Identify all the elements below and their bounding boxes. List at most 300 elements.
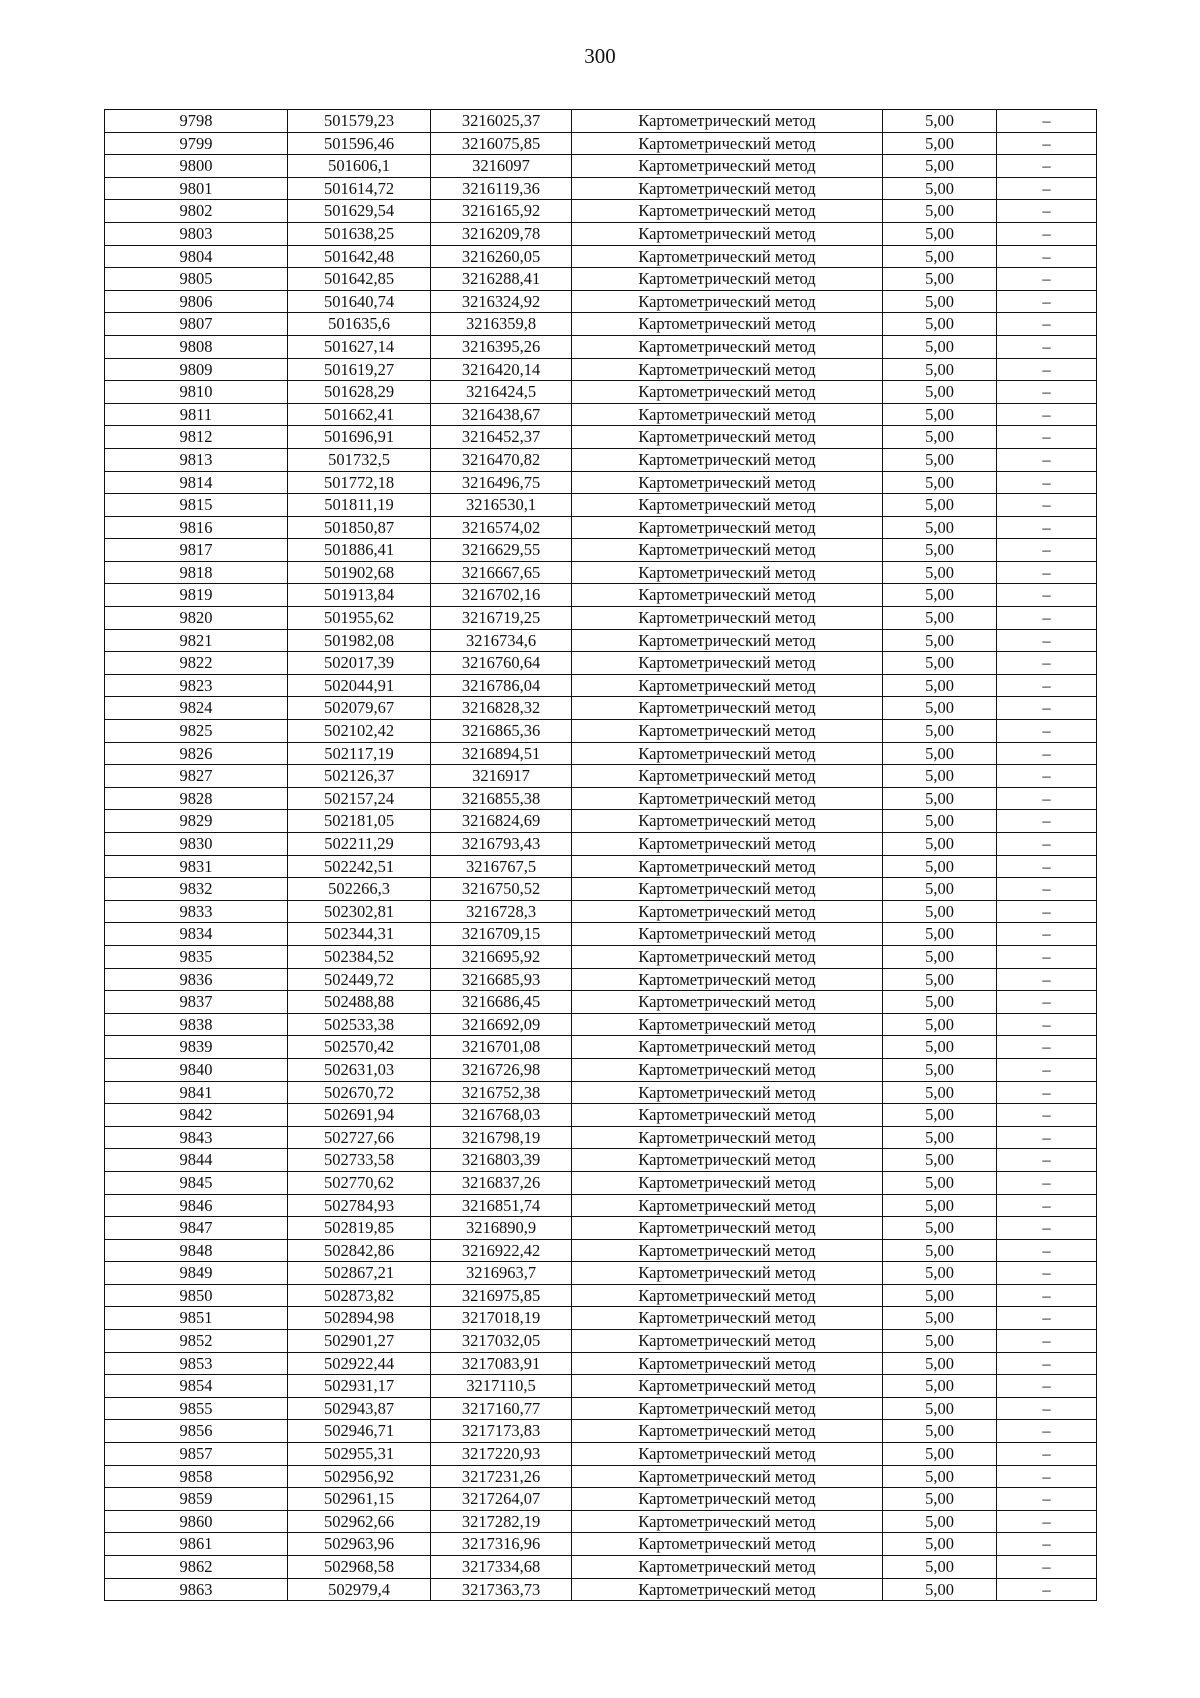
table-row: [105, 1375, 1097, 1398]
description-cell: –: [997, 1217, 1097, 1240]
y-coordinate-cell: 3216420,14: [431, 358, 572, 381]
y-coordinate-cell: 3216750,52: [431, 878, 572, 901]
method-cell: Картометрический метод: [572, 991, 883, 1014]
description-cell: –: [997, 177, 1097, 200]
description-cell: –: [997, 584, 1097, 607]
table-row: [105, 1307, 1097, 1330]
method-cell: Картометрический метод: [572, 1239, 883, 1262]
x-coordinate-cell: 502017,39: [288, 652, 431, 675]
method-cell: Картометрический метод: [572, 1171, 883, 1194]
description-cell: –: [997, 742, 1097, 765]
x-coordinate-cell: 501619,27: [288, 358, 431, 381]
description-cell: –: [997, 652, 1097, 675]
x-coordinate-cell: 501662,41: [288, 403, 431, 426]
x-coordinate-cell: 502302,81: [288, 900, 431, 923]
table-row: [105, 471, 1097, 494]
y-coordinate-cell: 3216260,05: [431, 245, 572, 268]
accuracy-cell: 5,00: [883, 471, 997, 494]
y-coordinate-cell: 3217032,05: [431, 1330, 572, 1353]
method-cell: Картометрический метод: [572, 313, 883, 336]
point-number-cell: 9809: [105, 358, 288, 381]
accuracy-cell: 5,00: [883, 1239, 997, 1262]
method-cell: Картометрический метод: [572, 403, 883, 426]
x-coordinate-cell: 502670,72: [288, 1081, 431, 1104]
accuracy-cell: 5,00: [883, 674, 997, 697]
y-coordinate-cell: 3216075,85: [431, 132, 572, 155]
table-row: [105, 358, 1097, 381]
method-cell: Картометрический метод: [572, 1420, 883, 1443]
method-cell: Картометрический метод: [572, 561, 883, 584]
method-cell: Картометрический метод: [572, 200, 883, 223]
table-row: [105, 1036, 1097, 1059]
x-coordinate-cell: 502867,21: [288, 1262, 431, 1285]
point-number-cell: 9822: [105, 652, 288, 675]
accuracy-cell: 5,00: [883, 1465, 997, 1488]
description-cell: –: [997, 1194, 1097, 1217]
accuracy-cell: 5,00: [883, 810, 997, 833]
table-row: [105, 878, 1097, 901]
accuracy-cell: 5,00: [883, 697, 997, 720]
point-number-cell: 9800: [105, 155, 288, 178]
method-cell: Картометрический метод: [572, 358, 883, 381]
x-coordinate-cell: 501629,54: [288, 200, 431, 223]
description-cell: –: [997, 1104, 1097, 1127]
table-row: [105, 290, 1097, 313]
accuracy-cell: 5,00: [883, 426, 997, 449]
x-coordinate-cell: 502181,05: [288, 810, 431, 833]
y-coordinate-cell: 3217231,26: [431, 1465, 572, 1488]
x-coordinate-cell: 502873,82: [288, 1284, 431, 1307]
table-row: [105, 855, 1097, 878]
table-row: [105, 1058, 1097, 1081]
y-coordinate-cell: 3216975,85: [431, 1284, 572, 1307]
point-number-cell: 9827: [105, 765, 288, 788]
y-coordinate-cell: 3217363,73: [431, 1578, 572, 1601]
accuracy-cell: 5,00: [883, 1081, 997, 1104]
y-coordinate-cell: 3217110,5: [431, 1375, 572, 1398]
y-coordinate-cell: 3216760,64: [431, 652, 572, 675]
x-coordinate-cell: 501886,41: [288, 539, 431, 562]
y-coordinate-cell: 3216890,9: [431, 1217, 572, 1240]
table-row: [105, 426, 1097, 449]
x-coordinate-cell: 502079,67: [288, 697, 431, 720]
point-number-cell: 9835: [105, 945, 288, 968]
table-row: [105, 1126, 1097, 1149]
description-cell: –: [997, 1443, 1097, 1466]
method-cell: Картометрический метод: [572, 1262, 883, 1285]
x-coordinate-cell: 502533,38: [288, 1013, 431, 1036]
x-coordinate-cell: 502956,92: [288, 1465, 431, 1488]
method-cell: Картометрический метод: [572, 1013, 883, 1036]
table-row: [105, 561, 1097, 584]
point-number-cell: 9803: [105, 222, 288, 245]
method-cell: Картометрический метод: [572, 1104, 883, 1127]
x-coordinate-cell: 501955,62: [288, 607, 431, 630]
method-cell: Картометрический метод: [572, 245, 883, 268]
point-number-cell: 9819: [105, 584, 288, 607]
table-row: [105, 1578, 1097, 1601]
y-coordinate-cell: 3216855,38: [431, 787, 572, 810]
table-row: [105, 945, 1097, 968]
method-cell: Картометрический метод: [572, 1126, 883, 1149]
method-cell: Картометрический метод: [572, 539, 883, 562]
accuracy-cell: 5,00: [883, 991, 997, 1014]
point-number-cell: 9839: [105, 1036, 288, 1059]
y-coordinate-cell: 3217264,07: [431, 1488, 572, 1511]
x-coordinate-cell: 501902,68: [288, 561, 431, 584]
description-cell: –: [997, 381, 1097, 404]
accuracy-cell: 5,00: [883, 561, 997, 584]
x-coordinate-cell: 502691,94: [288, 1104, 431, 1127]
accuracy-cell: 5,00: [883, 1262, 997, 1285]
point-number-cell: 9863: [105, 1578, 288, 1601]
description-cell: –: [997, 539, 1097, 562]
y-coordinate-cell: 3216452,37: [431, 426, 572, 449]
x-coordinate-cell: 502126,37: [288, 765, 431, 788]
table-row: [105, 1510, 1097, 1533]
table-row: [105, 787, 1097, 810]
description-cell: –: [997, 290, 1097, 313]
table-row: [105, 245, 1097, 268]
method-cell: Картометрический метод: [572, 810, 883, 833]
description-cell: –: [997, 1036, 1097, 1059]
point-number-cell: 9834: [105, 923, 288, 946]
description-cell: –: [997, 1330, 1097, 1353]
point-number-cell: 9858: [105, 1465, 288, 1488]
table-row: [105, 1013, 1097, 1036]
method-cell: Картометрический метод: [572, 765, 883, 788]
description-cell: –: [997, 1013, 1097, 1036]
x-coordinate-cell: 502842,86: [288, 1239, 431, 1262]
x-coordinate-cell: 501614,72: [288, 177, 431, 200]
table-row: [105, 313, 1097, 336]
description-cell: –: [997, 1081, 1097, 1104]
y-coordinate-cell: 3216837,26: [431, 1171, 572, 1194]
method-cell: Картометрический метод: [572, 1036, 883, 1059]
x-coordinate-cell: 502044,91: [288, 674, 431, 697]
accuracy-cell: 5,00: [883, 177, 997, 200]
table-row: [105, 335, 1097, 358]
y-coordinate-cell: 3216692,09: [431, 1013, 572, 1036]
accuracy-cell: 5,00: [883, 313, 997, 336]
point-number-cell: 9813: [105, 448, 288, 471]
description-cell: –: [997, 833, 1097, 856]
table-row: [105, 1330, 1097, 1353]
method-cell: Картометрический метод: [572, 900, 883, 923]
y-coordinate-cell: 3216701,08: [431, 1036, 572, 1059]
accuracy-cell: 5,00: [883, 787, 997, 810]
description-cell: –: [997, 1307, 1097, 1330]
table-row: [105, 1533, 1097, 1556]
description-cell: –: [997, 968, 1097, 991]
method-cell: Картометрический метод: [572, 1217, 883, 1240]
y-coordinate-cell: 3216324,92: [431, 290, 572, 313]
method-cell: Картометрический метод: [572, 1284, 883, 1307]
accuracy-cell: 5,00: [883, 1375, 997, 1398]
accuracy-cell: 5,00: [883, 268, 997, 291]
x-coordinate-cell: 502727,66: [288, 1126, 431, 1149]
y-coordinate-cell: 3216574,02: [431, 516, 572, 539]
y-coordinate-cell: 3216963,7: [431, 1262, 572, 1285]
accuracy-cell: 5,00: [883, 720, 997, 743]
point-number-cell: 9841: [105, 1081, 288, 1104]
table-row: [105, 1081, 1097, 1104]
x-coordinate-cell: 502922,44: [288, 1352, 431, 1375]
table-row: [105, 494, 1097, 517]
table-row: [105, 1217, 1097, 1240]
x-coordinate-cell: 502344,31: [288, 923, 431, 946]
table-row: [105, 1465, 1097, 1488]
method-cell: Картометрический метод: [572, 290, 883, 313]
point-number-cell: 9852: [105, 1330, 288, 1353]
description-cell: –: [997, 313, 1097, 336]
accuracy-cell: 5,00: [883, 742, 997, 765]
description-cell: –: [997, 358, 1097, 381]
y-coordinate-cell: 3216917: [431, 765, 572, 788]
point-number-cell: 9828: [105, 787, 288, 810]
method-cell: Картометрический метод: [572, 945, 883, 968]
y-coordinate-cell: 3217160,77: [431, 1397, 572, 1420]
method-cell: Картометрический метод: [572, 720, 883, 743]
accuracy-cell: 5,00: [883, 1510, 997, 1533]
description-cell: –: [997, 222, 1097, 245]
method-cell: Картометрический метод: [572, 855, 883, 878]
point-number-cell: 9814: [105, 471, 288, 494]
x-coordinate-cell: 502449,72: [288, 968, 431, 991]
point-number-cell: 9820: [105, 607, 288, 630]
accuracy-cell: 5,00: [883, 358, 997, 381]
method-cell: Картометрический метод: [572, 494, 883, 517]
accuracy-cell: 5,00: [883, 1397, 997, 1420]
method-cell: Картометрический метод: [572, 1081, 883, 1104]
point-number-cell: 9821: [105, 629, 288, 652]
coordinates-table: [104, 109, 1097, 1601]
description-cell: –: [997, 1420, 1097, 1443]
x-coordinate-cell: 502819,85: [288, 1217, 431, 1240]
point-number-cell: 9848: [105, 1239, 288, 1262]
x-coordinate-cell: 501579,23: [288, 110, 431, 133]
method-cell: Картометрический метод: [572, 132, 883, 155]
description-cell: –: [997, 200, 1097, 223]
y-coordinate-cell: 3216865,36: [431, 720, 572, 743]
point-number-cell: 9798: [105, 110, 288, 133]
method-cell: Картометрический метод: [572, 1352, 883, 1375]
x-coordinate-cell: 502631,03: [288, 1058, 431, 1081]
x-coordinate-cell: 501913,84: [288, 584, 431, 607]
y-coordinate-cell: 3216922,42: [431, 1239, 572, 1262]
table-row: [105, 516, 1097, 539]
point-number-cell: 9810: [105, 381, 288, 404]
table-row: [105, 1556, 1097, 1579]
description-cell: –: [997, 1510, 1097, 1533]
description-cell: –: [997, 629, 1097, 652]
x-coordinate-cell: 502979,4: [288, 1578, 431, 1601]
x-coordinate-cell: 502784,93: [288, 1194, 431, 1217]
x-coordinate-cell: 501606,1: [288, 155, 431, 178]
y-coordinate-cell: 3216702,16: [431, 584, 572, 607]
accuracy-cell: 5,00: [883, 1488, 997, 1511]
x-coordinate-cell: 502963,96: [288, 1533, 431, 1556]
description-cell: –: [997, 1352, 1097, 1375]
method-cell: Картометрический метод: [572, 584, 883, 607]
method-cell: Картометрический метод: [572, 674, 883, 697]
table-row: [105, 110, 1097, 133]
point-number-cell: 9805: [105, 268, 288, 291]
accuracy-cell: 5,00: [883, 245, 997, 268]
accuracy-cell: 5,00: [883, 629, 997, 652]
method-cell: Картометрический метод: [572, 742, 883, 765]
point-number-cell: 9860: [105, 1510, 288, 1533]
method-cell: Картометрический метод: [572, 1556, 883, 1579]
description-cell: –: [997, 155, 1097, 178]
point-number-cell: 9823: [105, 674, 288, 697]
table-row: [105, 720, 1097, 743]
point-number-cell: 9825: [105, 720, 288, 743]
description-cell: –: [997, 1397, 1097, 1420]
point-number-cell: 9808: [105, 335, 288, 358]
x-coordinate-cell: 502955,31: [288, 1443, 431, 1466]
accuracy-cell: 5,00: [883, 1013, 997, 1036]
description-cell: –: [997, 878, 1097, 901]
page-number: 300: [584, 44, 616, 68]
point-number-cell: 9816: [105, 516, 288, 539]
y-coordinate-cell: 3216828,32: [431, 697, 572, 720]
accuracy-cell: 5,00: [883, 968, 997, 991]
description-cell: –: [997, 787, 1097, 810]
table-row: [105, 1397, 1097, 1420]
x-coordinate-cell: 501811,19: [288, 494, 431, 517]
description-cell: –: [997, 1375, 1097, 1398]
description-cell: –: [997, 245, 1097, 268]
point-number-cell: 9857: [105, 1443, 288, 1466]
table-row: [105, 1149, 1097, 1172]
accuracy-cell: 5,00: [883, 1171, 997, 1194]
y-coordinate-cell: 3216726,98: [431, 1058, 572, 1081]
y-coordinate-cell: 3216496,75: [431, 471, 572, 494]
x-coordinate-cell: 502211,29: [288, 833, 431, 856]
y-coordinate-cell: 3216786,04: [431, 674, 572, 697]
description-cell: –: [997, 923, 1097, 946]
description-cell: –: [997, 110, 1097, 133]
accuracy-cell: 5,00: [883, 1217, 997, 1240]
description-cell: –: [997, 132, 1097, 155]
x-coordinate-cell: 502968,58: [288, 1556, 431, 1579]
point-number-cell: 9831: [105, 855, 288, 878]
accuracy-cell: 5,00: [883, 1284, 997, 1307]
y-coordinate-cell: 3216667,65: [431, 561, 572, 584]
point-number-cell: 9850: [105, 1284, 288, 1307]
description-cell: –: [997, 720, 1097, 743]
method-cell: Картометрический метод: [572, 1307, 883, 1330]
description-cell: –: [997, 1465, 1097, 1488]
table-row: [105, 448, 1097, 471]
accuracy-cell: 5,00: [883, 539, 997, 562]
y-coordinate-cell: 3216470,82: [431, 448, 572, 471]
description-cell: –: [997, 1058, 1097, 1081]
x-coordinate-cell: 502117,19: [288, 742, 431, 765]
accuracy-cell: 5,00: [883, 381, 997, 404]
table-row: [105, 1420, 1097, 1443]
method-cell: Картометрический метод: [572, 516, 883, 539]
y-coordinate-cell: 3216686,45: [431, 991, 572, 1014]
y-coordinate-cell: 3216793,43: [431, 833, 572, 856]
x-coordinate-cell: 502770,62: [288, 1171, 431, 1194]
description-cell: –: [997, 268, 1097, 291]
method-cell: Картометрический метод: [572, 1194, 883, 1217]
point-number-cell: 9804: [105, 245, 288, 268]
table-row: [105, 1239, 1097, 1262]
method-cell: Картометрический метод: [572, 652, 883, 675]
x-coordinate-cell: 502570,42: [288, 1036, 431, 1059]
table-row: [105, 268, 1097, 291]
method-cell: Картометрический метод: [572, 629, 883, 652]
description-cell: –: [997, 991, 1097, 1014]
y-coordinate-cell: 3216685,93: [431, 968, 572, 991]
accuracy-cell: 5,00: [883, 335, 997, 358]
description-cell: –: [997, 697, 1097, 720]
table-row: [105, 132, 1097, 155]
table-row: [105, 923, 1097, 946]
description-cell: –: [997, 855, 1097, 878]
y-coordinate-cell: 3216097: [431, 155, 572, 178]
description-cell: –: [997, 1171, 1097, 1194]
x-coordinate-cell: 502384,52: [288, 945, 431, 968]
x-coordinate-cell: 501638,25: [288, 222, 431, 245]
y-coordinate-cell: 3216851,74: [431, 1194, 572, 1217]
x-coordinate-cell: 501772,18: [288, 471, 431, 494]
y-coordinate-cell: 3216803,39: [431, 1149, 572, 1172]
y-coordinate-cell: 3216767,5: [431, 855, 572, 878]
table-row: [105, 381, 1097, 404]
x-coordinate-cell: 502488,88: [288, 991, 431, 1014]
table-row: [105, 674, 1097, 697]
table-row: [105, 539, 1097, 562]
y-coordinate-cell: 3217282,19: [431, 1510, 572, 1533]
point-number-cell: 9854: [105, 1375, 288, 1398]
y-coordinate-cell: 3216025,37: [431, 110, 572, 133]
description-cell: –: [997, 674, 1097, 697]
table-row: [105, 1488, 1097, 1511]
table-row: [105, 200, 1097, 223]
method-cell: Картометрический метод: [572, 1443, 883, 1466]
point-number-cell: 9807: [105, 313, 288, 336]
table-row: [105, 697, 1097, 720]
method-cell: Картометрический метод: [572, 697, 883, 720]
accuracy-cell: 5,00: [883, 1578, 997, 1601]
description-cell: –: [997, 900, 1097, 923]
description-cell: –: [997, 1533, 1097, 1556]
table-row: [105, 1104, 1097, 1127]
accuracy-cell: 5,00: [883, 1149, 997, 1172]
y-coordinate-cell: 3216424,5: [431, 381, 572, 404]
accuracy-cell: 5,00: [883, 1307, 997, 1330]
point-number-cell: 9830: [105, 833, 288, 856]
accuracy-cell: 5,00: [883, 200, 997, 223]
method-cell: Картометрический метод: [572, 1397, 883, 1420]
accuracy-cell: 5,00: [883, 607, 997, 630]
x-coordinate-cell: 502931,17: [288, 1375, 431, 1398]
method-cell: Картометрический метод: [572, 335, 883, 358]
method-cell: Картометрический метод: [572, 268, 883, 291]
point-number-cell: 9799: [105, 132, 288, 155]
method-cell: Картометрический метод: [572, 1510, 883, 1533]
x-coordinate-cell: 501640,74: [288, 290, 431, 313]
y-coordinate-cell: 3216709,15: [431, 923, 572, 946]
method-cell: Картометрический метод: [572, 878, 883, 901]
method-cell: Картометрический метод: [572, 381, 883, 404]
accuracy-cell: 5,00: [883, 222, 997, 245]
table-row: [105, 1262, 1097, 1285]
